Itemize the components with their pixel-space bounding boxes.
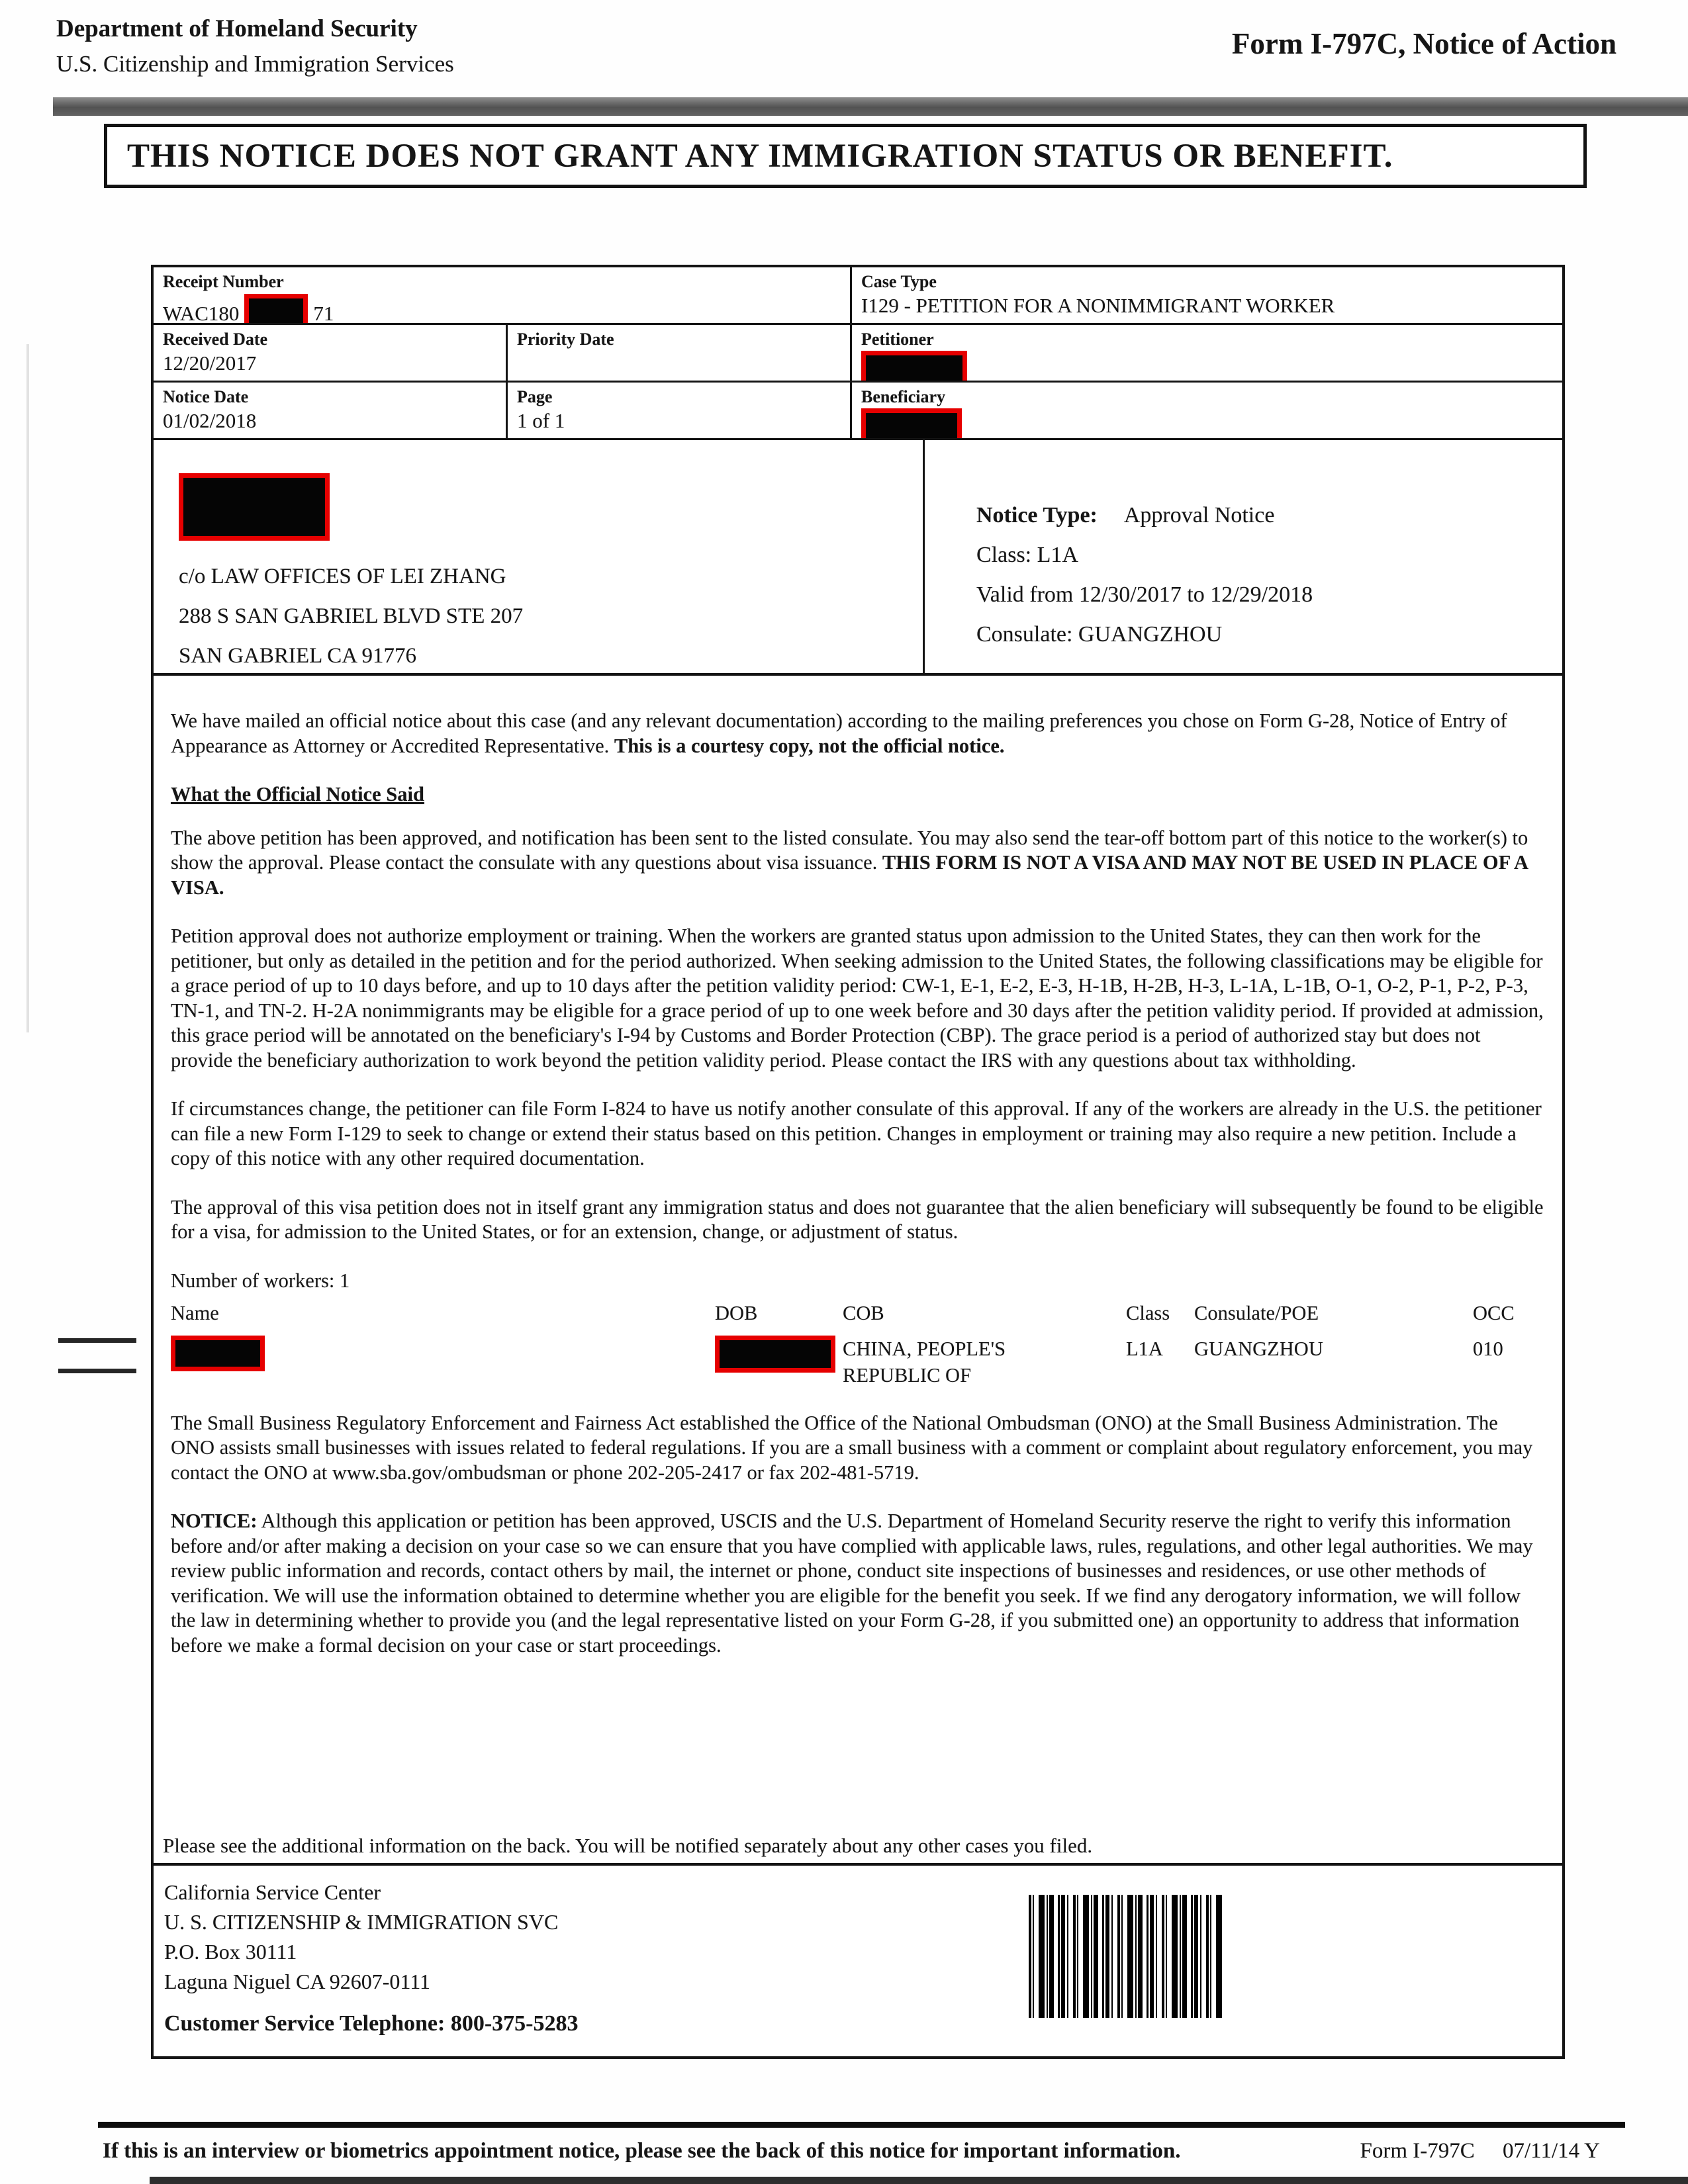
agency-name: Department of Homeland Security xyxy=(56,15,418,42)
notice-type-block xyxy=(925,440,1562,673)
received-date-value: 12/20/2017 xyxy=(163,351,257,375)
worker-col-class: Class xyxy=(1126,1302,1170,1324)
received-date-cell xyxy=(154,325,508,383)
approval-paragraph xyxy=(171,826,1545,901)
circumstances-paragraph: If circumstances change, the petitioner can file Form I-824 to have us notify another consulate of this approval. If any of the workers are already in the U.S. the petitioner can file a new Form I-129 to seek to change or extend their status based on this petition. Changes in employment or training may also require a new petition. Include a copy of this notice with any other required documentation. xyxy=(171,1097,1542,1169)
beneficiary-redaction xyxy=(861,408,962,440)
page-value: 1 of 1 xyxy=(517,409,565,432)
back-info-strip: Please see the additional information on the back. You will be notified separately about any other cases you filed. xyxy=(154,1829,1562,1866)
notice-date-label: Notice Date xyxy=(163,387,249,406)
page-label: Page xyxy=(517,387,553,406)
address-notice-section xyxy=(154,440,1562,676)
validity-line: Valid from 12/30/2017 to 12/29/2018 xyxy=(976,582,1313,607)
address-street: 288 S SAN GABRIEL BLVD STE 207 xyxy=(179,604,524,628)
case-type-value: I129 - PETITION FOR A NONIMMIGRANT WORKER xyxy=(861,294,1335,317)
worker-consulate-cell: GUANGZHOU xyxy=(1194,1337,1323,1360)
barcode xyxy=(1029,1895,1222,2018)
ombudsman-paragraph: The Small Business Regulatory Enforcement and Fairness Act established the Office of the National Ombudsman (ONO) at the Small Business Administration. The ONO assists small businesses with issues related to federal regulations. If you are a small business with a comment or complaint about regulatory enforcement, you may contact the ONO at www.sba.gov/ombudsman or phone 202-205-2417 or fax 202-481-5719. xyxy=(171,1411,1533,1484)
worker-name-cell xyxy=(171,1336,715,1388)
class-line: Class: L1A xyxy=(976,543,1078,567)
case-info-table xyxy=(154,267,1562,440)
receipt-number-label: Receipt Number xyxy=(163,272,284,291)
worker-table xyxy=(171,1301,1545,1388)
scan-bottom-edge xyxy=(150,2177,1688,2184)
beneficiary-label: Beneficiary xyxy=(861,387,946,406)
worker-col-occ: OCC xyxy=(1473,1302,1515,1324)
notice-body-box xyxy=(151,265,1565,2059)
notice-type-value: Approval Notice xyxy=(1123,503,1275,527)
case-type-cell xyxy=(852,267,1562,325)
worker-dob-redaction xyxy=(715,1336,835,1373)
worker-cob-cell xyxy=(843,1336,1126,1388)
address-city: SAN GABRIEL CA 91776 xyxy=(179,644,417,668)
service-center-pobox: P.O. Box 30111 xyxy=(164,1940,297,1964)
worker-name-redaction xyxy=(171,1336,265,1371)
receipt-number-value xyxy=(163,294,841,325)
header-divider-bar xyxy=(53,97,1688,116)
footer-note: If this is an interview or biometrics appointment notice, please see the back of this notice for important information. xyxy=(103,2139,1181,2163)
no-benefit-banner: THIS NOTICE DOES NOT GRANT ANY IMMIGRATION STATUS OR BENEFIT. xyxy=(104,124,1587,188)
addressee-name-redaction xyxy=(179,473,330,541)
grace-period-paragraph: Petition approval does not authorize employment or training. When the workers are granted status upon admission to the United States, they can then work for the petitioner, but only as detailed in the petition and for the period authorized. When seeking admission to the United States, the following classifications may be eligible for a grace period of up to 10 days before, and up to 10 days after the petition validity period: CW-1, E-1, E-2, E-3, H-1B, H-2B, H-3, L-1A, L-1B, O-1, O-2, P-1, P-2, P-3, TN-1, and TN-2. H-2A nonimmigrants may be eligible for a grace period of up to one week before and 30 days after the petition validity period. If provided at admission, this grace period will be annotated on the beneficiary's I-94 by Customs and Border Protection (CBP). The grace period is a period of authorized stay but does not provide the beneficiary authorization to work beyond the petition validity period. Please contact the IRS with any questions about tax withholding. xyxy=(171,925,1544,1071)
worker-occ-cell: 010 xyxy=(1473,1337,1503,1360)
verification-notice-paragraph xyxy=(171,1509,1545,1658)
notice-text-section xyxy=(154,676,1562,1829)
service-center-city: Laguna Niguel CA 92607-0111 xyxy=(164,1970,431,1993)
petitioner-redaction xyxy=(861,351,967,383)
notice-text: Although this application or petition has been approved, USCIS and the U.S. Department of Homeland Security reserve the right to verify this information before and/or after making a decision on your case so we can ensure that you have complied with applicable laws, rules, regulations, and other legal authorities. We may review public information and records, contact others by mail, the internet or phone, conduct site inspections of businesses and residences, or use other methods of verification. We will use the information obtained to determine whether you are eligible for the benefit you seek. If we find any derogatory information, we will follow the law in determining whether to provide you (and the legal representative listed on your Form G-28, if you submitted one) an opportunity to address that information before we make a formal decision on your case or start proceedings. xyxy=(171,1510,1533,1657)
address-care-of: c/o LAW OFFICES OF LEI ZHANG xyxy=(179,565,506,588)
worker-class-cell: L1A xyxy=(1126,1337,1163,1360)
consulate-line: Consulate: GUANGZHOU xyxy=(976,622,1223,647)
courtesy-copy-bold: This is a courtesy copy, not the official notice. xyxy=(614,734,1005,757)
scan-artifact-line xyxy=(26,344,29,1032)
worker-col-name: Name xyxy=(171,1302,219,1324)
agency-header xyxy=(56,15,454,77)
courtesy-copy-text: We have mailed an official notice about this case (and any relevant documentation) according to the mailing preferences you chose on Form G-28, Notice of Entry of Appearance as Attorney or Accredited Representative. xyxy=(171,709,1507,757)
notice-bold-label: NOTICE: xyxy=(171,1510,258,1532)
margin-mark-top xyxy=(58,1338,136,1343)
receipt-redaction xyxy=(244,294,308,325)
footer-rule xyxy=(98,2122,1625,2128)
not-a-visa-bold: THIS FORM IS NOT A VISA AND MAY NOT BE USED IN PLACE OF A VISA. xyxy=(171,851,1528,899)
notice-date-value: 01/02/2018 xyxy=(163,409,257,432)
petitioner-cell xyxy=(852,325,1562,383)
form-id xyxy=(1360,2139,1600,2163)
notice-date-cell xyxy=(154,383,508,440)
worker-col-cob: COB xyxy=(843,1302,884,1324)
worker-cob-line2: REPUBLIC OF xyxy=(843,1363,972,1387)
case-type-label: Case Type xyxy=(861,272,937,291)
agency-subname: U.S. Citizenship and Immigration Services xyxy=(56,51,454,77)
form-title: Form I-797C, Notice of Action xyxy=(1231,27,1617,60)
notice-type-label: Notice Type: xyxy=(976,503,1098,527)
priority-date-cell xyxy=(508,325,852,383)
petitioner-label: Petitioner xyxy=(861,330,934,349)
courtesy-copy-paragraph xyxy=(171,709,1545,758)
notice-type-line xyxy=(976,496,1549,535)
approval-text: The above petition has been approved, and notification has been sent to the listed consulate. You may also send the tear-off bottom part of this notice to the worker(s) to show the approval. Please contact the consulate with any questions about visa issuance. xyxy=(171,826,1528,874)
official-notice-heading: What the Official Notice Said xyxy=(171,783,424,805)
form-edition-date: 07/11/14 Y xyxy=(1503,2139,1600,2163)
footer xyxy=(103,2139,1600,2163)
no-status-paragraph: The approval of this visa petition does not in itself grant any immigration status and does not guarantee that the alien beneficiary will subsequently be found to be eligible for a visa, for admission to the United States, or for an extension, change, or adjustment of status. xyxy=(171,1195,1544,1243)
worker-cob-line1: CHINA, PEOPLE'S xyxy=(843,1337,1006,1360)
service-center-name: California Service Center xyxy=(164,1880,381,1904)
receipt-number-cell xyxy=(154,267,852,325)
worker-col-consulate: Consulate/POE xyxy=(1194,1302,1319,1324)
priority-date-label: Priority Date xyxy=(517,330,614,349)
worker-dob-cell xyxy=(715,1336,843,1388)
receipt-suffix: 71 xyxy=(313,302,334,325)
receipt-prefix: WAC180 xyxy=(163,302,240,325)
mailing-address-block xyxy=(154,440,925,673)
customer-service-phone: Customer Service Telephone: 800-375-5283 xyxy=(164,2011,579,2036)
form-code: Form I-797C xyxy=(1360,2139,1475,2163)
page-cell xyxy=(508,383,852,440)
workers-count: Number of workers: 1 xyxy=(171,1269,350,1292)
service-center-agency: U. S. CITIZENSHIP & IMMIGRATION SVC xyxy=(164,1910,559,1934)
margin-mark-bottom xyxy=(58,1369,136,1373)
received-date-label: Received Date xyxy=(163,330,268,349)
mailing-address-lines xyxy=(179,557,903,676)
beneficiary-cell xyxy=(852,383,1562,440)
worker-col-dob: DOB xyxy=(715,1302,758,1324)
service-center-section xyxy=(154,1866,1562,2056)
